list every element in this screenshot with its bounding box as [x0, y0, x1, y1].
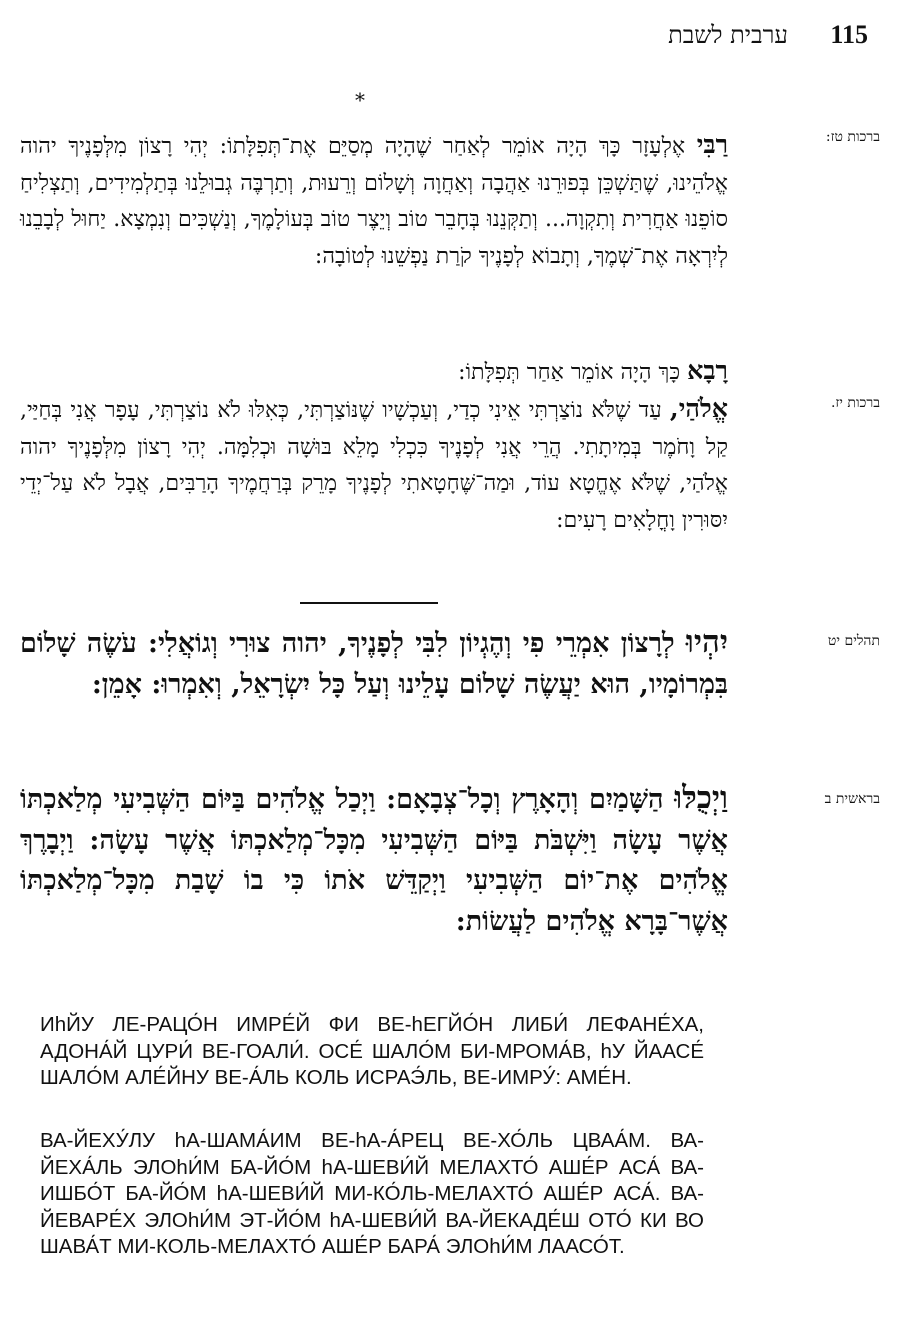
margin-note-section3: ברכות יז. [830, 395, 880, 411]
prayer-elohai [20, 390, 728, 539]
prayer-rava-intro [20, 352, 728, 392]
lead-word-vayechulu: וַיְכֻלּוּ [674, 780, 728, 816]
prayer-yihyu-text: לְרָצוֹן אִמְרֵי פִי וְהֶגְיוֹן לִבִּי לְפָנֶיךָ, יהוה צוּרִי וְגוֹאֲלִי: עֹשֶׂה שָׁלוֹם בִּמְרוֹמָיו, הוּא יַעֲשֶׂה שָׁלוֹם עָלֵינוּ וְעַל כָּל יִשְׂרָאֵל, וְאִמְרוּ: אָמֵן: [20, 628, 728, 700]
prayer-rava-paragraph [20, 352, 728, 392]
prayer-yihyu-leratzon [20, 622, 728, 705]
lead-word-yihyu: יִהְיוּ [685, 624, 728, 660]
lead-word-rabbi: רַבִּי [696, 129, 729, 159]
transliteration-vayechulu [40, 1128, 704, 1261]
lead-word-elohai: אֱלֹהַי, [669, 393, 728, 423]
prayer-vayechulu-text: הַשָּׁמַיִם וְהָאָרֶץ וְכָל־צְבָאָם: וַיְכַל אֱלֹהִים בַּיּוֹם הַשְּׁבִיעִי מְלַאכְתּוֹ אֲשֶׁר עָשָׂה וַיִּשְׁבֹּת בַּיּוֹם הַשְּׁבִיעִי מִכָּל־מְלַאכְתּוֹ אֲשֶׁר עָשָׂה: וַיְבָרֶךְ אֱלֹהִים אֶת־יוֹם הַשְּׁבִיעִי וַיְקַדֵּשׁ אֹתוֹ כִּי בוֹ שָׁבַת מִכָּל־מְלַאכְתּוֹ אֲשֶׁר־בָּרָא אֱלֹהִים לַעֲשׂוֹת: [20, 784, 728, 937]
section-divider [300, 602, 438, 604]
margin-note-section1: ברכות טז: [825, 129, 880, 145]
star-mark: * [355, 88, 365, 112]
prayer-vayechulu-paragraph [20, 778, 728, 942]
lead-word-rava: רָבָא [687, 355, 728, 385]
prayer-yihyu-paragraph [20, 622, 728, 705]
prayer-rabbi-elazar [20, 126, 728, 275]
running-title: ערבית לשבת [668, 21, 788, 49]
margin-note-section4: תהלים יט [827, 633, 880, 649]
transliteration-vayechulu-text: ВА-ЙЕХУ́ЛУ hА-ШАМА́ИМ ВЕ-hА-А́РЕЦ ВЕ-ХО́ЛЬ ЦВАА́М. ВА-ЙЕХА́ЛЬ ЭЛОhИ́М БА-ЙО́М hА-ШЕВИ́Й МЕЛАХТО́ АШЕ́Р АСА́ ВА-ИШБО́Т БА-ЙО́М hА-ШЕВИ́Й МИ-КО́ЛЬ-МЕЛАХТО́ АШЕ́Р АСА́. ВА-ЙЕВАРЕ́Х ЭЛОhИ́М ЭТ-ЙО́М hА-ШЕВИ́Й ВА-ЙЕКАДЕ́Ш ОТО́ КИ ВО ШАВА́Т МИ-КОЛЬ-МЕЛАХТО́ АШЕ́Р БАРА́ ЭЛОhИ́М ЛААСО́Т. [40, 1129, 704, 1258]
margin-note-section5: בראשית ב [824, 791, 880, 807]
page-number: 115 [830, 20, 868, 49]
transliteration-yihyu-text: ИhЙУ ЛЕ-РАЦО́Н ИМРЕ́Й ФИ ВЕ-hЕГЙО́Н ЛИБИ́ ЛЕФАНЕ́ХА, АДОНА́Й ЦУРИ́ ВЕ-ГОАЛИ́. ОСЕ́ ШАЛО́М БИ-МРОМА́В, hУ ЙААСЕ́ ШАЛО́М АЛЕ́ЙНУ ВЕ-А́ЛЬ КОЛЬ ИСРАЭ́ЛЬ, ВЕ-ИМРУ́: АМЕ́Н. [40, 1013, 704, 1089]
prayer-vayechulu [20, 778, 728, 942]
prayer-rabbi-elazar-text: אֶלְעָזָר כָּךְ הָיָה אוֹמֵר לְאַחַר שֶׁהָיָה מְסַיֵּם אֶת־תְּפִלָּתוֹ: יְהִי רָצוֹן מִלְּפָנֶיךָ יהוה אֱלֹהֵינוּ, שֶׁתַּשְׁכֵּן בְּפוּרֵנוּ אַהֲבָה וְאַחֲוָה וְשָׁלוֹם וְרֵעוּת, וְתַרְבֶּה גְבוּלֵנוּ בְּתַלְמִידִים, וְתַצְלִיחַ סוֹפֵנוּ אַחֲרִית וְתִקְוָה... וְתַקְּנֵנוּ בְּחָבֵר טוֹב וְיֵצֶר טוֹב בְּעוֹלָמֶךָ, וְנַשְׁכִּים וְנִמְצָא. יַחוּל לְבָבֵנוּ לְיִרְאָה אֶת־שְׁמֶךָ, וְתָבוֹא לְפָנֶיךָ קֹרַת נַפְשֵׁנוּ לְטוֹבָה: [20, 134, 728, 269]
prayer-rabbi-elazar-paragraph [20, 126, 728, 275]
prayer-elohai-text: עַד שֶׁלֹּא נוֹצַרְתִּי אֵינִי כְדַי, וְעַכְשָׁיו שֶׁנּוֹצַרְתִּי, כְּאִלּוּ לֹא נוֹצַרְתִּי, עָפָר אֲנִי בְּחַיַּי, קַל וָחֹמֶר בְּמִיתָתִי. הֲרֵי אֲנִי לְפָנֶיךָ כִּכְלִי מָלֵא בּוּשָׁה וּכְלִמָּה. יְהִי רָצוֹן מִלְּפָנֶיךָ יהוה אֱלֹהַי, שֶׁלֹּא אֶחֱטָא עוֹד, וּמַה־שֶּׁחָטָאתִי לְפָנֶיךָ מָרֵק בְּרַחֲמֶיךָ הָרַבִּים, אֲבָל לֹא עַל־יְדֵי יִסּוּרִין וָחֳלָאִים רָעִים: [20, 398, 728, 533]
transliteration-yihyu [40, 1012, 704, 1092]
prayer-elohai-paragraph [20, 390, 728, 539]
prayer-rava-text: כָּךְ הָיָה אוֹמֵר אַחַר תְּפִלָּתוֹ: [458, 360, 681, 385]
